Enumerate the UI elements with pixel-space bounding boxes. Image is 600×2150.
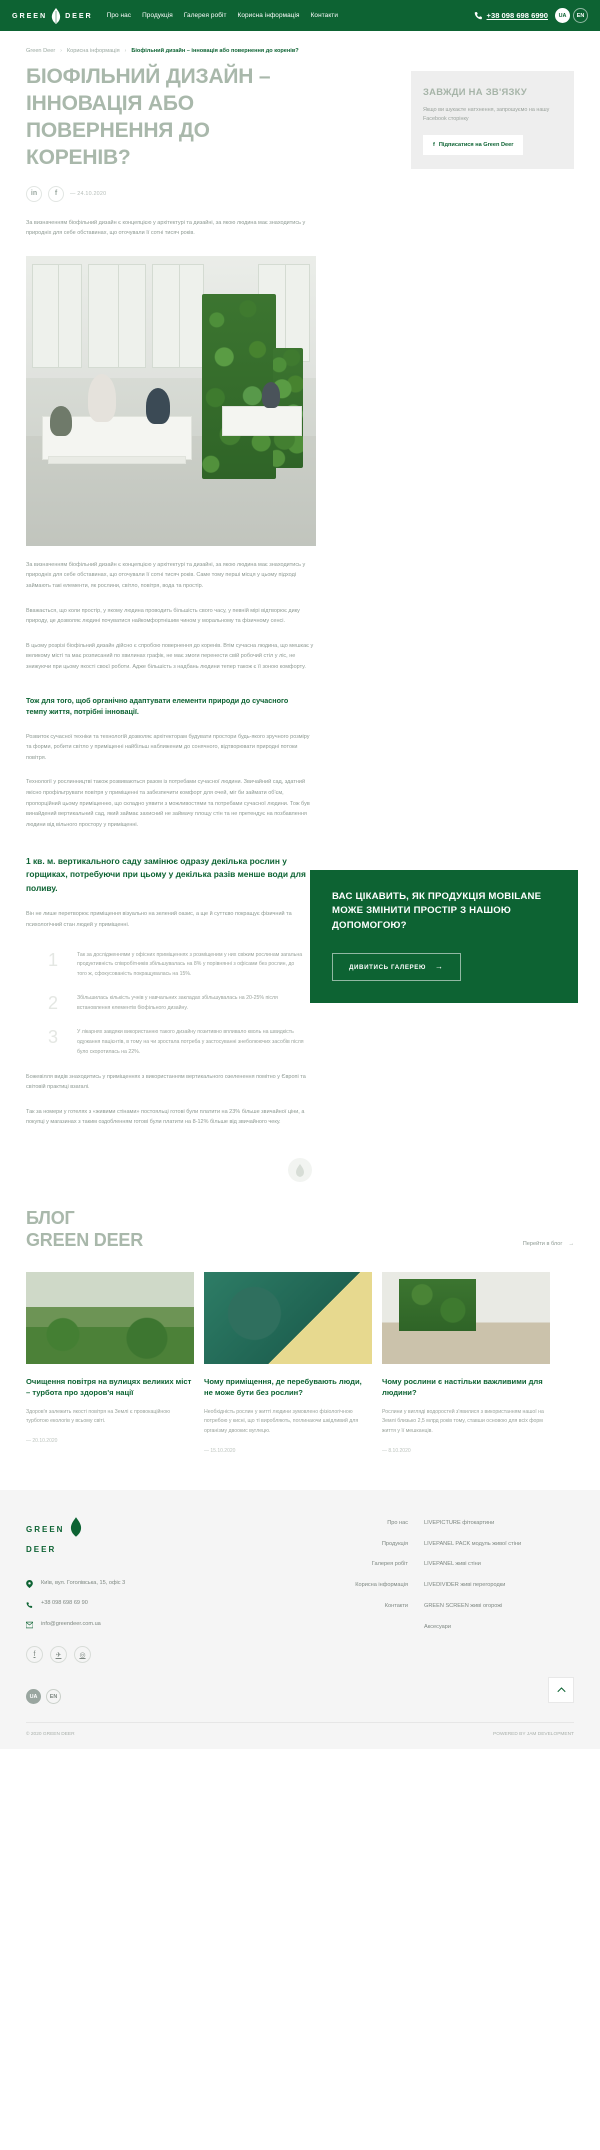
blog-card-excerpt: Здоров'я залежить якості повітря на Землі є провокаційною турботою екологів у всьому світі. bbox=[26, 1408, 171, 1425]
nav-item-contacts[interactable]: Контакти bbox=[310, 12, 338, 19]
breadcrumb-home[interactable]: Green Deer bbox=[26, 48, 56, 54]
promo-panel bbox=[310, 870, 578, 1003]
person-seated-left bbox=[50, 406, 72, 436]
list-number: 2 bbox=[48, 993, 59, 1014]
arrow-right-icon: → bbox=[435, 962, 444, 972]
subscribe-button[interactable] bbox=[423, 135, 523, 155]
facebook-icon[interactable]: f bbox=[26, 1646, 43, 1663]
powered-by: POWERED BY JAM DEVELOPMENT bbox=[493, 1732, 574, 1738]
footer-nav bbox=[322, 1516, 574, 1705]
logo-text-right: DEER bbox=[65, 11, 93, 20]
person-seated bbox=[146, 388, 170, 424]
footer-lang-ua[interactable]: UA bbox=[26, 1689, 41, 1704]
blog-card[interactable] bbox=[26, 1272, 194, 1454]
hero-right bbox=[411, 64, 574, 202]
site-header bbox=[0, 0, 600, 31]
footer-product-livedivider[interactable]: LIVEDIVIDER живі перегородки bbox=[424, 1582, 506, 1589]
nav-item-info[interactable]: Корисна інформація bbox=[237, 12, 300, 19]
blog-header bbox=[26, 1208, 574, 1252]
person-back-right bbox=[262, 382, 280, 408]
copyright: © 2020 GREEN DEER bbox=[26, 1732, 75, 1738]
footer-link-contacts[interactable]: Контакти bbox=[384, 1603, 408, 1609]
desk-shadow bbox=[48, 456, 186, 464]
language-switcher bbox=[555, 8, 588, 23]
footer-phone-text: +38 098 698 69 90 bbox=[41, 1600, 88, 1607]
nav-item-products[interactable]: Продукція bbox=[142, 12, 173, 19]
footer-product-livepanel-pack[interactable]: LIVEPANEL PACK модуль живої стіни bbox=[424, 1540, 522, 1547]
hero-section bbox=[0, 64, 600, 202]
article-lead: За визначенням біофільний дизайн є концепцією у архітектурі та дизайні, за якою людина має знаходитись у природніх для себе обставинах, що оточували її сотні тисяч років. bbox=[26, 219, 306, 237]
list-text: Збільшилась кількість учнів у навчальних закладах збільшувалась на 20-25% після встановлення елементів біофільного дизайну. bbox=[77, 995, 278, 1012]
blog-section bbox=[0, 1208, 600, 1454]
footer-language-switcher bbox=[26, 1689, 176, 1704]
window-left bbox=[32, 264, 82, 368]
phone-icon bbox=[474, 11, 483, 20]
main-nav bbox=[107, 12, 338, 19]
article-paragraph-1: За визначенням біофільний дизайн є концепцією у архітектурі та дизайні, за якою людина має знаходитись у природніх для себе обставинах, що оточували її сотні тисяч років. Саме тому перші місця у цьому підході займають такі елементи, як рослини, світло, повітря, вода та простір. bbox=[26, 561, 306, 589]
article-callout-2: 1 кв. м. вертикального саду замінює одразу декілька рослин у горщиках, потребуючи при цьому у декілька разів менше води для поливу. bbox=[26, 855, 306, 893]
blog-cards bbox=[26, 1272, 574, 1454]
lang-ua[interactable]: UA bbox=[555, 8, 570, 23]
footer-logo[interactable] bbox=[26, 1516, 176, 1543]
footer-logo-text-left: GREEN bbox=[26, 1524, 65, 1534]
blog-card-title: Очищення повітря на вулицях великих міст – турбота про здоров'я нації bbox=[26, 1376, 192, 1398]
facebook-icon[interactable]: f bbox=[48, 186, 64, 202]
chevron-right-icon: › bbox=[60, 48, 62, 54]
footer-top bbox=[26, 1516, 574, 1705]
instagram-icon[interactable]: ◎ bbox=[74, 1646, 91, 1663]
gallery-button-label: ДИВИТИСЬ ГАЛЕРЕЮ bbox=[349, 963, 426, 971]
blog-card-excerpt: Необхідність рослин у житті людини зумовлено фізіологічною потребою у кисні, що ті виробляють, поглинаючи шкідливий для організму двоокис вуглецю. bbox=[204, 1408, 359, 1435]
footer-brand bbox=[26, 1516, 176, 1705]
list-item bbox=[26, 1028, 574, 1058]
breadcrumb bbox=[0, 31, 600, 54]
footer-product-livepanel[interactable]: LIVEPANEL живі стіни bbox=[424, 1561, 481, 1568]
nav-item-gallery[interactable]: Галерея робіт bbox=[183, 12, 227, 19]
article-paragraph-7: Божевілля видів знаходитись у приміщеннях з використанням вертикального озеленення помітно у Європі та світовій практиці взагалі. bbox=[26, 1073, 306, 1091]
footer-link-info[interactable]: Корисна інформація bbox=[355, 1582, 408, 1589]
blog-card-image bbox=[204, 1272, 372, 1364]
chevron-right-icon: › bbox=[124, 48, 127, 54]
article-paragraph-2: Вважається, що коли простір, у якому людина проводить більшість свого часу, у певній мірі відтворює дику природу, це дозволяє людині почуватися найкомфортнішим чином у моральному та фізичному сенсі. bbox=[26, 607, 300, 625]
blog-card-image bbox=[382, 1272, 550, 1364]
window-mid bbox=[88, 264, 146, 368]
article-paragraph-6: Він не лише перетворює приміщення візуально на зелений оазис, а ще й суттєво покращує фізичний та психологічний стан людей у приміщенні. bbox=[26, 911, 292, 928]
deer-leaf-icon bbox=[50, 7, 62, 25]
logo-text-left: GREEN bbox=[12, 11, 48, 20]
desk-back bbox=[222, 406, 302, 436]
footer-product-livepicture[interactable]: LIVEPICTURE фітокартини bbox=[424, 1519, 495, 1526]
window-right bbox=[152, 264, 204, 368]
blog-card[interactable] bbox=[382, 1272, 550, 1454]
article-body bbox=[0, 218, 600, 239]
article-body-2 bbox=[0, 560, 600, 1128]
footer-address-text: Київ, вул. Гоголівська, 15, офіс 3 bbox=[41, 1579, 126, 1586]
footer-lang-en[interactable]: EN bbox=[46, 1689, 61, 1704]
contact-card-title: ЗАВЖДИ НА ЗВ'ЯЗКУ bbox=[423, 86, 528, 97]
article-date: — 24.10.2020 bbox=[70, 190, 107, 197]
footer-product-accessories[interactable]: Аксесуари bbox=[424, 1623, 452, 1630]
header-phone[interactable] bbox=[474, 11, 548, 20]
footer-product-greenscreen[interactable]: GREEN SCREEN живі огорожі bbox=[424, 1603, 503, 1609]
deer-leaf-icon bbox=[68, 1516, 84, 1543]
subscribe-button-label: Підписатися на Green Deer bbox=[438, 142, 514, 149]
contact-card bbox=[411, 71, 574, 169]
contact-card-text: Якщо ви шукаєте натхнення, запрошуємо на нашу Facebook сторінку bbox=[423, 106, 550, 122]
article-paragraph-5: Технології у рослинництві також розвиваються разом із потребами сучасної людини. Звичайний сад, здатний якісно профільтрувати повітря у приміщенні та забезпечити комфорт для очей, міг би займати об'єм, пропорційний цьому приміщенню, що складно уявити з можливостями та потребами сучасної людини. Тож був винайдений вертикальний сад, який займає захисний не займачу площу стін та не претендує на позбавлення людини від вільного простору у приміщенні. bbox=[26, 779, 310, 828]
footer-nav-links bbox=[322, 1520, 408, 1705]
person-standing bbox=[88, 374, 116, 422]
article-paragraph-3: В цьому розрізі біофільний дизайн дійсно є спробою повернення до коренів. Втім сучасна людина, що мешкає у великому місті та має розписаний по хвилинах графік, не має змоги перенести свій робочий стіл у ліс, не знижуючи при цьому якості своєї роботи. Адже більшість з надбань людини тепер також є її зоною комфорту. bbox=[26, 642, 314, 670]
footer-link-gallery[interactable]: Галерея робіт bbox=[371, 1561, 408, 1568]
blog-card-excerpt: Рослини у вигляді водоростей з'явилися з використанням нашої на Землі близько 2,5 млрд років тому, ставши основою для всіх форм життя у її мешканців. bbox=[382, 1408, 544, 1435]
arrow-right-icon: → bbox=[568, 1240, 574, 1247]
article-hero-image bbox=[26, 256, 316, 546]
footer-contacts bbox=[26, 1580, 176, 1705]
blog-card-title: Чому приміщення, де перебувають люди, не може бути без рослин? bbox=[204, 1376, 362, 1398]
site-footer bbox=[0, 1490, 600, 1750]
footer-link-products[interactable]: Продукція bbox=[381, 1540, 408, 1547]
breadcrumb-section[interactable]: Корисна інформація bbox=[66, 48, 120, 54]
facebook-icon: f bbox=[433, 142, 435, 149]
blog-title-line1: БЛОГ bbox=[26, 1207, 75, 1228]
list-text: Так за дослідженнями у офісних приміщеннях з розміщеним у них свіжим рослинам загальна продуктивність співробітників збільшувалась на 8% у порівнянні з офісами без рослин, до того ж, сфокусованість покращувалась на 15%. bbox=[77, 951, 303, 978]
footer-link-about[interactable]: Про нас bbox=[387, 1519, 408, 1526]
section-divider bbox=[0, 1158, 600, 1182]
article-meta bbox=[26, 186, 284, 202]
blog-more-link[interactable] bbox=[523, 1241, 574, 1247]
footer-email-text: info@greendeer.com.ua bbox=[41, 1620, 101, 1627]
list-number: 3 bbox=[48, 1026, 59, 1047]
nav-item-about[interactable]: Про нас bbox=[106, 12, 132, 19]
blog-title bbox=[26, 1208, 143, 1252]
footer-phone[interactable] bbox=[26, 1600, 176, 1609]
promo-title: ВАС ЦІКАВИТЬ, ЯК ПРОДУКЦІЯ MOBILANE МОЖЕ ЗМІНИТИ ПРОСТІР З НАШОЮ ДОПОМОГОЮ? bbox=[332, 891, 542, 931]
leaf-icon bbox=[288, 1158, 312, 1182]
lang-en[interactable]: EN bbox=[573, 8, 588, 23]
footer-socials bbox=[26, 1646, 176, 1663]
blog-card-image bbox=[26, 1272, 194, 1364]
blog-title-line2: GREEN DEER bbox=[26, 1229, 144, 1250]
footer-address bbox=[26, 1580, 176, 1589]
header-right bbox=[474, 8, 588, 23]
blog-card-date: — 20.10.2020 bbox=[26, 1438, 194, 1444]
breadcrumb-current: Біофільний дизайн – інновація або повернення до коренів? bbox=[131, 48, 299, 54]
linkedin-icon[interactable]: in bbox=[26, 186, 42, 202]
article-paragraph-8: Так за номери у готелях з «живими стінами» постояльці готові були платити на 23% більше звичайної ціни, а покупці у магазинах з таким оздобленням готові були платити на 8-12% більше від звичайного чеку. bbox=[26, 1108, 305, 1126]
footer-logo-text-right: DEER bbox=[26, 1544, 57, 1554]
telegram-icon[interactable]: ✈ bbox=[50, 1646, 67, 1663]
gallery-button[interactable] bbox=[332, 953, 461, 981]
blog-card-date: — 8.10.2020 bbox=[382, 1448, 550, 1454]
list-number: 1 bbox=[48, 949, 59, 970]
footer-bottom-bar bbox=[26, 1722, 574, 1749]
list-text: У лікарнях завдяки використанню такого дизайну позитивно впливало кволь на швидкість одужання пацієнтів, в тому на чи зростала потреба у застосуванні знеболюючих засобів після було скоротилась на 22%. bbox=[77, 1028, 304, 1055]
page-title: БІОФІЛЬНИЙ ДИЗАЙН – ІННОВАЦІЯ АБО ПОВЕРНЕННЯ ДО КОРЕНІВ? bbox=[26, 65, 271, 169]
scroll-to-top-button[interactable] bbox=[548, 1677, 574, 1703]
blog-more-label: Перейти в блог bbox=[522, 1240, 563, 1247]
article-paragraph-4: Розвиток сучасної техніки та технологій дозволяє архітекторам будувати простори будь-якого зручного розміру та форми, робити світло у приміщенні найбільш наближеним до сонячного, відтворювати природні потоки повітря. bbox=[26, 733, 310, 761]
footer-email[interactable] bbox=[26, 1621, 176, 1630]
blog-card[interactable] bbox=[204, 1272, 372, 1454]
chevron-up-icon bbox=[557, 1685, 566, 1695]
hero-left bbox=[26, 64, 284, 202]
site-logo[interactable] bbox=[12, 7, 93, 25]
blog-card-date: — 15.10.2020 bbox=[204, 1448, 372, 1454]
article-callout-1: Тож для того, щоб органічно адаптувати елементи природи до сучасного темпу життя, потрібні інновації. bbox=[26, 695, 289, 717]
phone-number: +38 098 698 6990 bbox=[486, 11, 548, 20]
blog-card-title: Чому рослини є настільки важливими для людини? bbox=[382, 1376, 543, 1398]
